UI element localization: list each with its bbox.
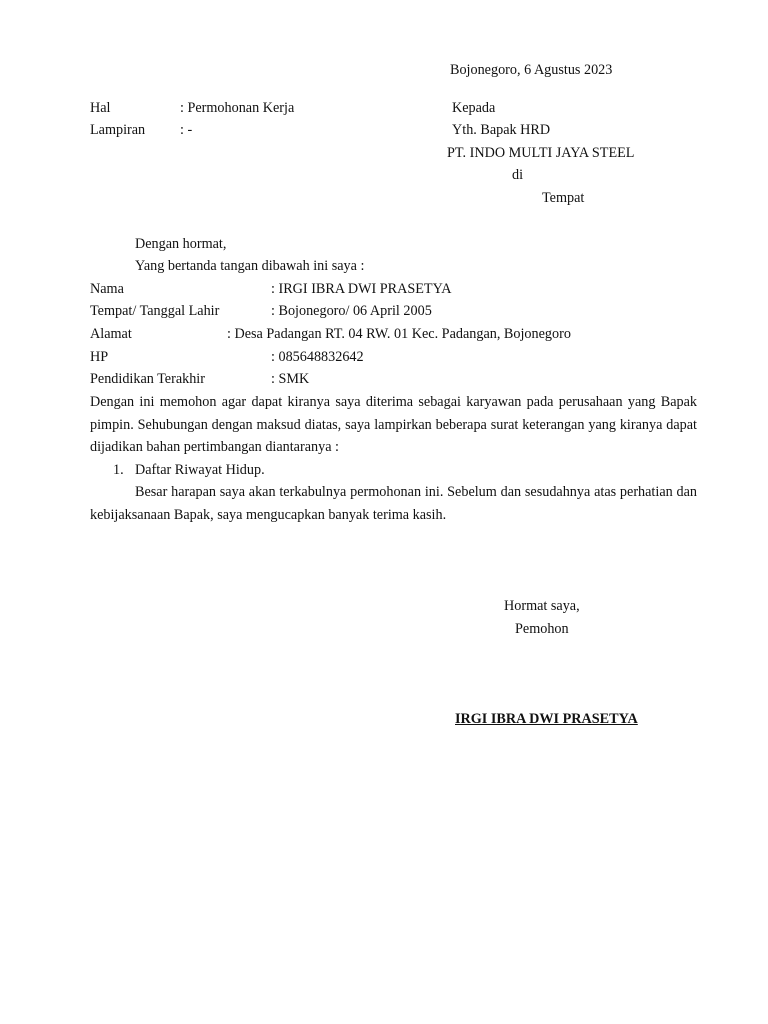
signature-name: IRGI IBRA DWI PRASETYA	[455, 711, 638, 727]
list-item: Daftar Riwayat Hidup.	[135, 462, 265, 478]
recipient-kepada: Kepada	[452, 100, 496, 116]
pendidikan-label: Pendidikan Terakhir	[90, 371, 205, 387]
recipient-tempat: Tempat	[542, 190, 585, 206]
pendidikan-value: : SMK	[271, 371, 310, 387]
alamat-label: Alamat	[90, 326, 132, 342]
intro-line: Yang bertanda tangan dibawah ini saya :	[135, 258, 365, 274]
recipient-company: PT. INDO MULTI JAYA STEEL	[447, 145, 635, 161]
closing-hormat: Hormat saya,	[504, 598, 580, 614]
hp-label: HP	[90, 349, 109, 365]
greeting: Dengan hormat,	[135, 236, 227, 252]
list-number: 1.	[113, 462, 124, 478]
body-paragraph-2: Besar harapan saya akan terkabulnya permohonan ini. Sebelum dan sesudahnya atas perhatian dan kebijaksanaan Bapak, saya mengucapkan banyak terima kasih.	[90, 484, 697, 523]
recipient-yth: Yth. Bapak HRD	[452, 122, 551, 138]
nama-value: : IRGI IBRA DWI PRASETYA	[271, 281, 452, 297]
ttl-label: Tempat/ Tanggal Lahir	[90, 303, 220, 319]
lampiran-label: Lampiran	[90, 122, 146, 138]
recipient-di: di	[512, 167, 524, 183]
nama-label: Nama	[90, 281, 124, 297]
closing-pemohon: Pemohon	[515, 621, 569, 637]
hal-label: Hal	[90, 100, 111, 116]
hal-value: : Permohonan Kerja	[180, 100, 295, 116]
body-paragraph-1: Dengan ini memohon agar dapat kiranya saya diterima sebagai karyawan pada perusahaan yang Bapak pimpin. Sehubungan dengan maksud diatas, saya lampirkan beberapa surat keterangan yang kiranya dapat dijadikan bahan pertimbangan diantaranya :	[90, 394, 697, 456]
alamat-value: : Desa Padangan RT. 04 RW. 01 Kec. Padangan, Bojonegoro	[227, 326, 571, 342]
lampiran-value: : -	[180, 122, 193, 138]
place-date: Bojonegoro, 6 Agustus 2023	[450, 62, 613, 78]
ttl-value: : Bojonegoro/ 06 April 2005	[271, 303, 432, 319]
hp-value: : 085648832642	[271, 349, 364, 365]
